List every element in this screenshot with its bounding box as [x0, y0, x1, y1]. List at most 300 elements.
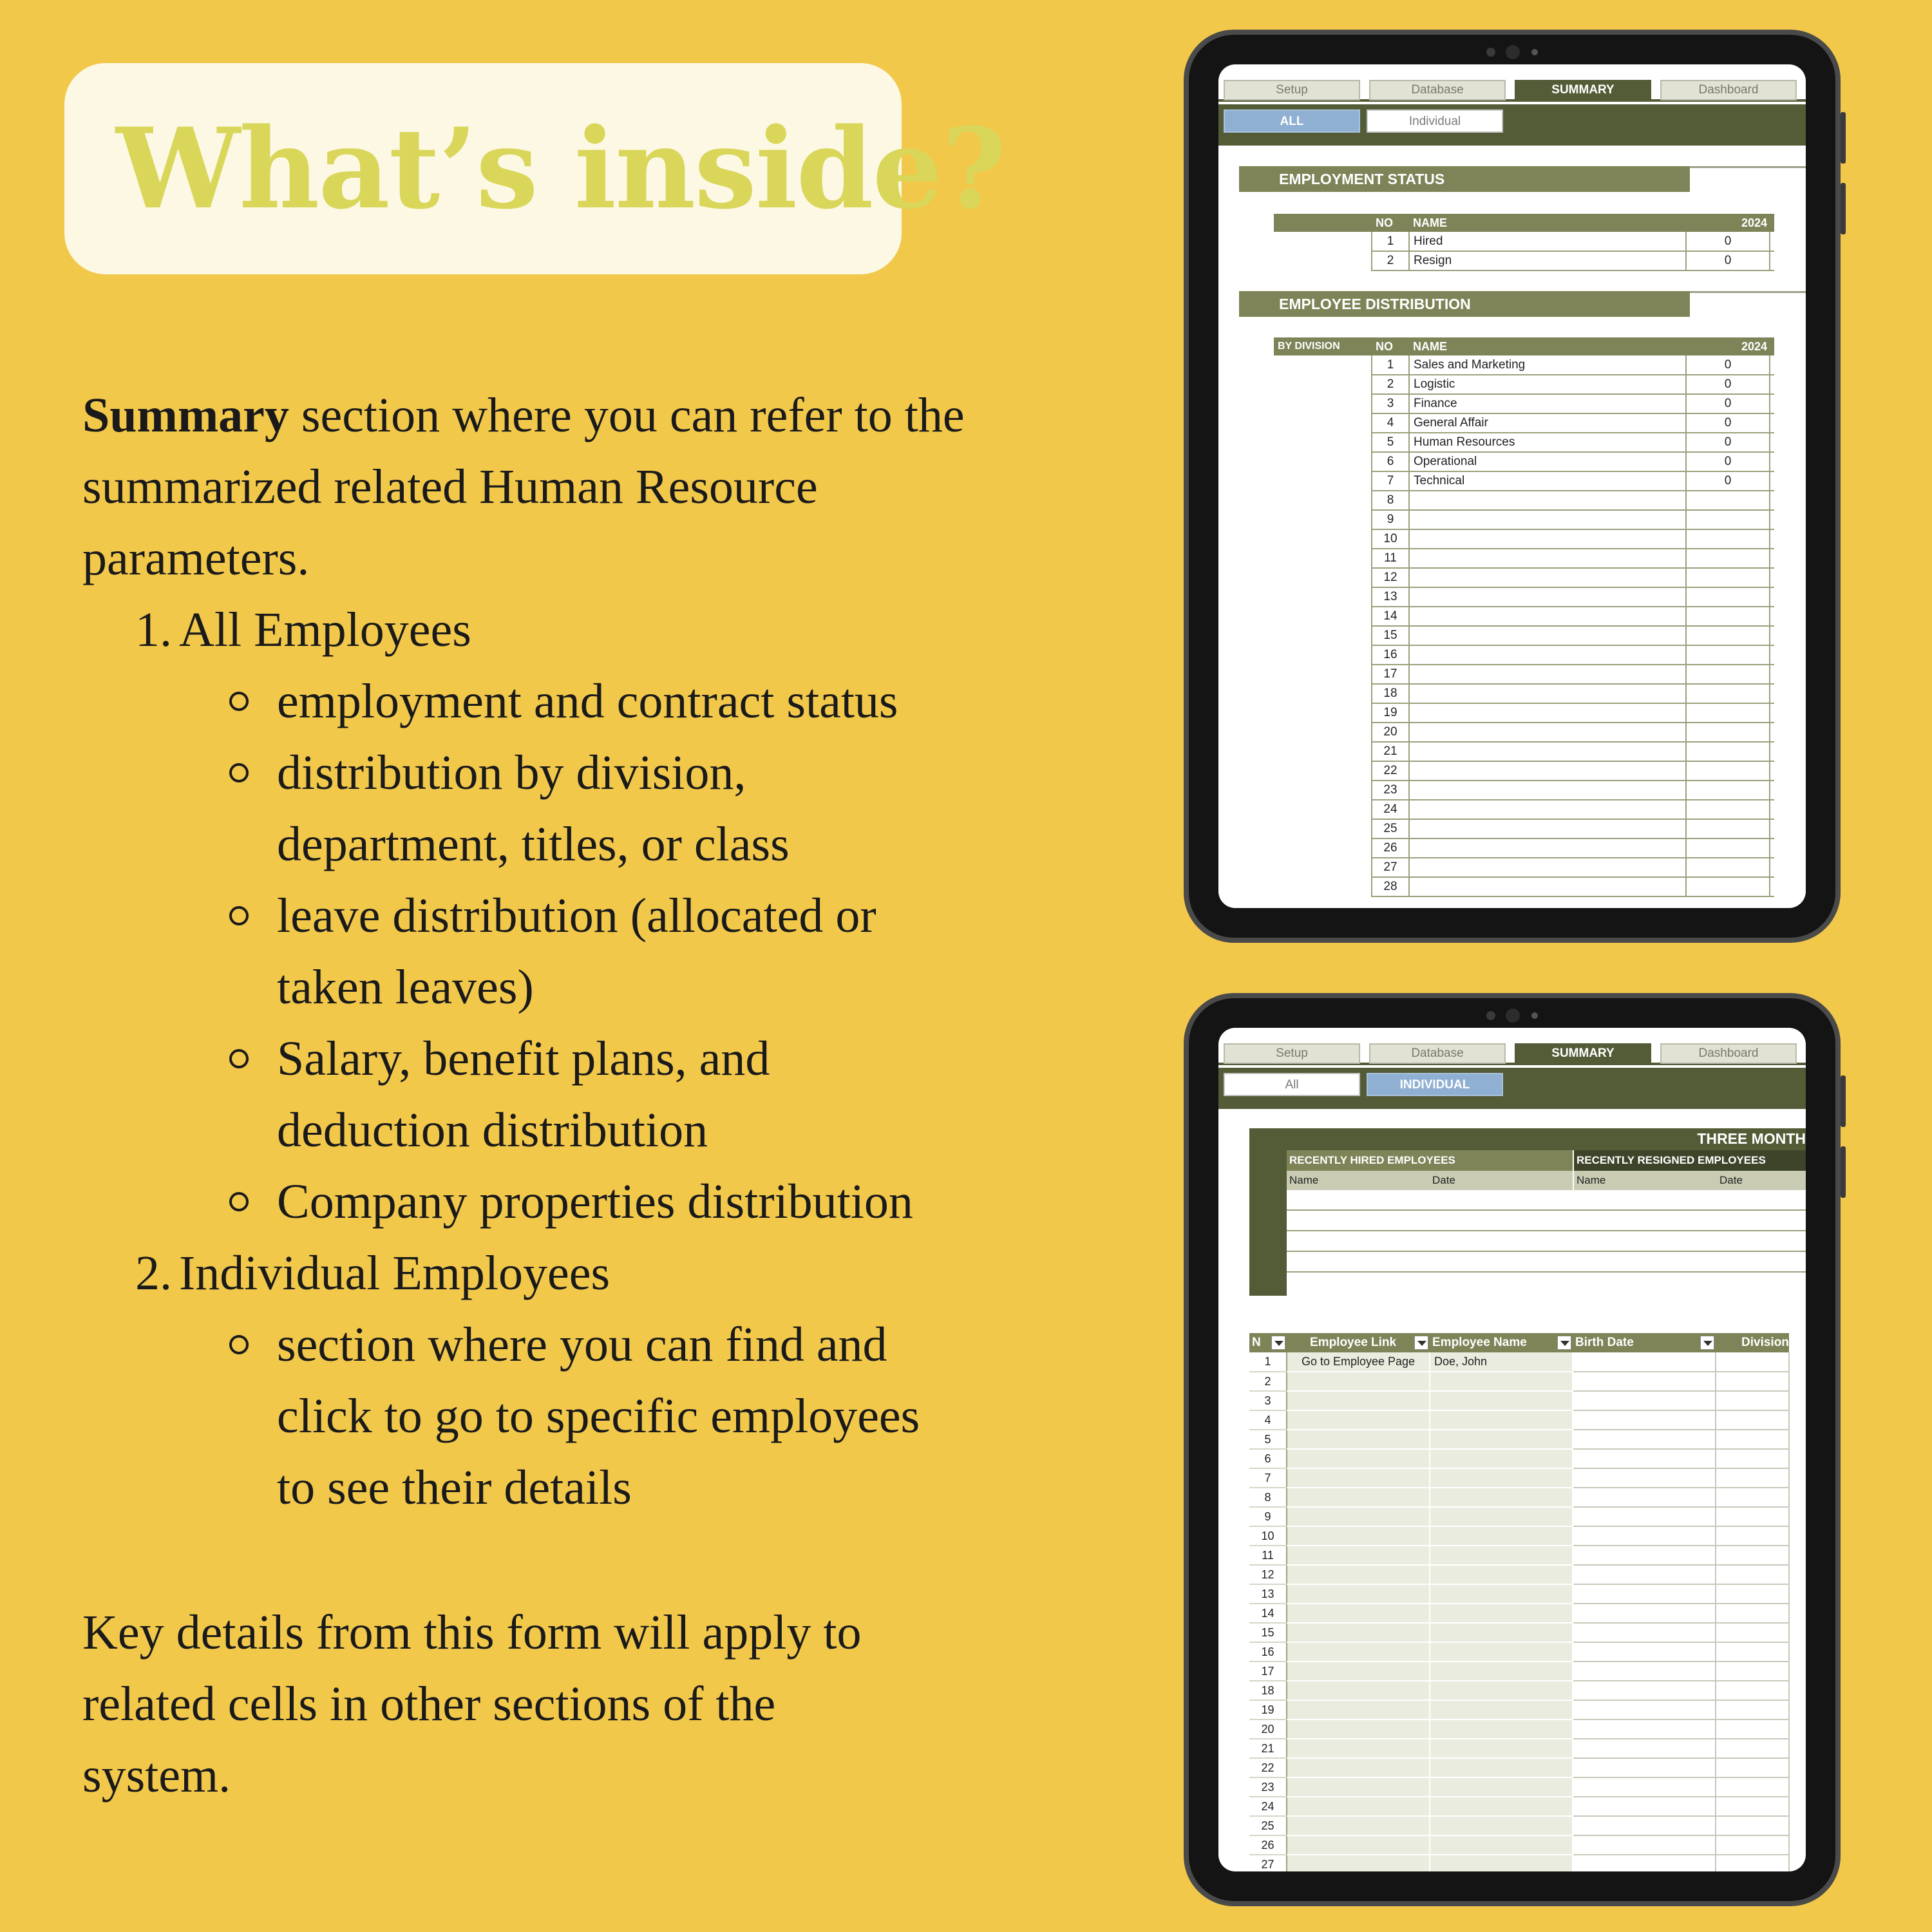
row-value[interactable] [1686, 607, 1770, 626]
col-birth-date-header[interactable]: Birth Date [1573, 1333, 1716, 1352]
tablet-summary-all [1184, 30, 1841, 943]
employee-name[interactable] [1430, 1758, 1573, 1777]
employee-distribution-header: EMPLOYEE DISTRIBUTION [1239, 291, 1690, 317]
filter-dropdown-icon[interactable] [1557, 1336, 1571, 1350]
employee-link[interactable] [1287, 1468, 1430, 1488]
row-name[interactable] [1409, 723, 1686, 742]
row-name[interactable]: Operational [1409, 452, 1686, 471]
bullet-item [82, 666, 1048, 737]
closing-line: related cells in other sections of the [82, 1677, 776, 1731]
table-row [1274, 607, 1774, 626]
row-name[interactable]: General Affair [1409, 413, 1686, 433]
row-number: 10 [1249, 1526, 1287, 1546]
employee-link[interactable] [1287, 1584, 1430, 1604]
row-value[interactable]: 0 [1686, 413, 1770, 433]
row-value[interactable] [1686, 491, 1770, 510]
employee-link[interactable] [1287, 1719, 1430, 1739]
division[interactable] [1716, 1855, 1789, 1871]
employee-link[interactable] [1287, 1565, 1430, 1584]
table-row [1249, 1391, 1789, 1410]
division[interactable] [1716, 1604, 1789, 1623]
row-value[interactable]: 0 [1686, 375, 1770, 394]
birth-date[interactable] [1573, 1816, 1716, 1835]
employee-link[interactable] [1287, 1855, 1430, 1871]
row-number: 18 [1249, 1681, 1287, 1700]
row-value[interactable] [1686, 781, 1770, 800]
row-number: 15 [1372, 626, 1409, 645]
birth-date[interactable] [1573, 1777, 1716, 1797]
row-number: 16 [1249, 1642, 1287, 1662]
birth-date[interactable] [1573, 1430, 1716, 1449]
toggle-all[interactable]: All [1224, 1073, 1360, 1096]
table-row [1249, 1546, 1789, 1565]
employee-link[interactable] [1287, 1797, 1430, 1816]
division[interactable] [1716, 1449, 1789, 1468]
filter-dropdown-icon[interactable] [1700, 1336, 1714, 1350]
spreadsheet-screen [1218, 64, 1806, 908]
row-name[interactable] [1409, 587, 1686, 607]
table-row [1249, 1372, 1789, 1391]
tab-dashboard[interactable]: Dashboard [1660, 1043, 1797, 1064]
row-value[interactable]: 0 [1686, 433, 1770, 452]
employee-link[interactable] [1287, 1700, 1430, 1719]
row-number: 25 [1249, 1816, 1287, 1835]
birth-date[interactable] [1573, 1546, 1716, 1565]
row-number: 9 [1249, 1507, 1287, 1526]
row-name[interactable] [1409, 684, 1686, 703]
division[interactable] [1716, 1372, 1789, 1391]
employee-link[interactable] [1287, 1372, 1430, 1391]
row-name[interactable] [1409, 491, 1686, 510]
row-value[interactable]: 0 [1686, 452, 1770, 471]
row-name[interactable] [1409, 568, 1686, 587]
division[interactable] [1716, 1777, 1789, 1797]
row-name[interactable] [1409, 626, 1686, 645]
section-divider [1690, 166, 1806, 168]
division[interactable] [1716, 1719, 1789, 1739]
division[interactable] [1716, 1681, 1789, 1700]
bullet-line: department, titles, or class [277, 817, 790, 871]
row-name[interactable] [1409, 800, 1686, 819]
row-number: 6 [1249, 1449, 1287, 1468]
table-row [1249, 1449, 1789, 1468]
section-item [82, 1238, 1048, 1309]
employee-link-table [1249, 1333, 1790, 1871]
row-value[interactable]: 0 [1686, 355, 1770, 375]
row-number: 3 [1249, 1391, 1287, 1410]
tab-database[interactable]: Database [1369, 80, 1506, 100]
row-name[interactable]: Logistic [1409, 375, 1686, 394]
employee-name[interactable] [1430, 1391, 1573, 1410]
birth-date[interactable] [1573, 1700, 1716, 1719]
row-value[interactable] [1686, 838, 1770, 858]
row-value[interactable] [1686, 568, 1770, 587]
employee-link[interactable] [1287, 1662, 1430, 1681]
row-number: 25 [1372, 819, 1409, 838]
bullet-item [82, 1023, 1048, 1166]
row-name[interactable] [1409, 858, 1686, 877]
birth-date[interactable] [1573, 1584, 1716, 1604]
birth-date[interactable] [1573, 1565, 1716, 1584]
birth-date[interactable] [1573, 1835, 1716, 1855]
table-row [1249, 1816, 1789, 1835]
power-button [1841, 183, 1846, 234]
division[interactable] [1716, 1816, 1789, 1835]
bullet-line: leave distribution (allocated or [277, 889, 876, 943]
row-number: 20 [1372, 723, 1409, 742]
row-name[interactable] [1409, 645, 1686, 665]
employee-link[interactable] [1287, 1391, 1430, 1410]
row-number: 26 [1372, 838, 1409, 858]
birth-date[interactable] [1573, 1681, 1716, 1700]
employee-name[interactable] [1430, 1797, 1573, 1816]
division[interactable] [1716, 1488, 1789, 1507]
col-employee-link-header[interactable]: Employee Link [1287, 1333, 1430, 1352]
row-value[interactable] [1686, 587, 1770, 607]
division[interactable] [1716, 1352, 1789, 1372]
birth-date[interactable] [1573, 1739, 1716, 1758]
division[interactable] [1716, 1410, 1789, 1430]
col-name: NAME [1409, 337, 1686, 355]
row-name[interactable]: Sales and Marketing [1409, 355, 1686, 375]
employee-name[interactable] [1430, 1719, 1573, 1739]
toggle-all[interactable]: ALL [1224, 109, 1360, 133]
row-number: 9 [1372, 510, 1409, 529]
table-row [1274, 819, 1774, 838]
table-row [1249, 1468, 1789, 1488]
section-label: All Employees [179, 603, 471, 657]
division[interactable] [1716, 1835, 1789, 1855]
row-number: 20 [1249, 1719, 1287, 1739]
table-row [1249, 1507, 1789, 1526]
birth-date[interactable] [1573, 1642, 1716, 1662]
title-card [64, 63, 1005, 274]
row-number: 17 [1372, 665, 1409, 684]
employee-link[interactable] [1287, 1526, 1430, 1546]
table-row [1274, 800, 1774, 819]
row-number: 28 [1372, 877, 1409, 896]
row-number: 21 [1249, 1739, 1287, 1758]
tab-database[interactable]: Database [1369, 1043, 1506, 1064]
row-number: 13 [1372, 587, 1409, 607]
by-division-label: BY DIVISION [1274, 337, 1372, 355]
row-number: 19 [1249, 1700, 1287, 1719]
table-row [1249, 1662, 1789, 1681]
birth-date[interactable] [1573, 1352, 1716, 1372]
division[interactable] [1716, 1700, 1789, 1719]
employee-link[interactable] [1287, 1816, 1430, 1835]
hired-date-col: Date [1430, 1171, 1573, 1190]
table-row [1274, 568, 1774, 587]
employee-link[interactable] [1287, 1410, 1430, 1430]
employee-link[interactable] [1287, 1777, 1430, 1797]
employee-name[interactable] [1430, 1777, 1573, 1797]
row-name[interactable] [1409, 510, 1686, 529]
employee-name[interactable] [1430, 1681, 1573, 1700]
table-row [1274, 684, 1774, 703]
row-value[interactable] [1686, 761, 1770, 781]
tab-setup[interactable]: Setup [1224, 1043, 1360, 1064]
division[interactable] [1716, 1507, 1789, 1526]
row-name[interactable] [1409, 761, 1686, 781]
employee-name[interactable] [1430, 1604, 1573, 1623]
row-name[interactable] [1409, 742, 1686, 761]
row-number: 1 [1372, 232, 1409, 251]
employee-name[interactable] [1430, 1662, 1573, 1681]
employee-name[interactable] [1430, 1468, 1573, 1488]
recent-employees-grid [1287, 1150, 1806, 1296]
col-division-header[interactable]: Division [1716, 1333, 1789, 1352]
division[interactable] [1716, 1739, 1789, 1758]
employee-link[interactable] [1287, 1507, 1430, 1526]
circle-bullet-icon [229, 692, 249, 711]
employee-name[interactable] [1430, 1410, 1573, 1430]
bullet-item [82, 1309, 1048, 1524]
employee-name[interactable]: Doe, John [1430, 1352, 1573, 1372]
birth-date[interactable] [1573, 1391, 1716, 1410]
birth-date[interactable] [1573, 1758, 1716, 1777]
row-value[interactable] [1686, 626, 1770, 645]
employee-link[interactable] [1287, 1758, 1430, 1777]
row-value[interactable] [1686, 684, 1770, 703]
employee-name[interactable] [1430, 1700, 1573, 1719]
row-number: 26 [1249, 1835, 1287, 1855]
resigned-date-col: Date [1717, 1171, 1806, 1190]
table-row [1249, 1623, 1789, 1642]
section-number: 1. [135, 603, 172, 657]
col-year: 2024 [1686, 337, 1770, 355]
employee-name[interactable] [1430, 1449, 1573, 1468]
table-row [1249, 1855, 1789, 1871]
row-name[interactable] [1409, 549, 1686, 568]
toggle-individual[interactable]: INDIVIDUAL [1367, 1073, 1503, 1096]
employee-link[interactable] [1287, 1681, 1430, 1700]
row-number: 7 [1372, 471, 1409, 491]
employment-status-table [1274, 214, 1774, 271]
row-value[interactable]: 0 [1686, 232, 1770, 251]
employee-name[interactable] [1430, 1546, 1573, 1565]
table-row [1274, 232, 1774, 251]
tab-summary[interactable]: SUMMARY [1515, 80, 1651, 100]
employee-name[interactable] [1430, 1430, 1573, 1449]
table-row [1274, 355, 1774, 375]
bullet-item [82, 880, 1048, 1023]
employee-name[interactable] [1430, 1372, 1573, 1391]
table-row [1249, 1488, 1789, 1507]
employee-link[interactable] [1287, 1835, 1430, 1855]
employee-name[interactable] [1430, 1526, 1573, 1546]
table-row [1249, 1584, 1789, 1604]
birth-date[interactable] [1573, 1855, 1716, 1871]
division[interactable] [1716, 1565, 1789, 1584]
row-value[interactable]: 0 [1686, 251, 1770, 270]
row-name[interactable] [1409, 529, 1686, 549]
employee-name[interactable] [1430, 1584, 1573, 1604]
division[interactable] [1716, 1526, 1789, 1546]
row-value[interactable]: 0 [1686, 394, 1770, 413]
row-number: 4 [1372, 413, 1409, 433]
division[interactable] [1716, 1391, 1789, 1410]
row-value[interactable] [1686, 800, 1770, 819]
table-row [1274, 452, 1774, 471]
row-number: 23 [1372, 781, 1409, 800]
tab-summary[interactable]: SUMMARY [1515, 1043, 1651, 1064]
employee-name[interactable] [1430, 1623, 1573, 1642]
employee-link[interactable] [1287, 1604, 1430, 1623]
camera-icon [1473, 44, 1551, 59]
tab-setup[interactable]: Setup [1224, 80, 1360, 100]
row-number: 1 [1372, 355, 1409, 375]
spreadsheet-screen [1218, 1028, 1806, 1871]
table-row [1274, 375, 1774, 394]
row-number: 18 [1372, 684, 1409, 703]
row-number: 15 [1249, 1623, 1287, 1642]
row-value[interactable] [1686, 703, 1770, 723]
row-value[interactable] [1686, 529, 1770, 549]
employee-link[interactable] [1287, 1430, 1430, 1449]
division[interactable] [1716, 1468, 1789, 1488]
table-row [1274, 781, 1774, 800]
tablet-summary-individual [1184, 993, 1841, 1906]
closing-line: Key details from this form will apply to [82, 1605, 862, 1660]
employee-name[interactable] [1430, 1739, 1573, 1758]
employee-name[interactable] [1430, 1642, 1573, 1662]
bullet-line: section where you can find and [277, 1318, 887, 1372]
row-number: 5 [1249, 1430, 1287, 1449]
birth-date[interactable] [1573, 1623, 1716, 1642]
tab-dashboard[interactable]: Dashboard [1660, 80, 1797, 100]
filter-dropdown-icon[interactable] [1414, 1336, 1428, 1350]
table-row [1274, 877, 1774, 896]
division[interactable] [1716, 1797, 1789, 1816]
employee-link[interactable] [1287, 1546, 1430, 1565]
employee-name[interactable] [1430, 1565, 1573, 1584]
employee-link[interactable]: Go to Employee Page [1287, 1352, 1430, 1372]
toggle-band [1218, 1068, 1806, 1109]
birth-date[interactable] [1573, 1507, 1716, 1526]
row-name[interactable] [1409, 819, 1686, 838]
row-value[interactable] [1686, 665, 1770, 684]
birth-date[interactable] [1573, 1449, 1716, 1468]
table-row [1274, 858, 1774, 877]
closing-line: system. [82, 1748, 231, 1803]
birth-date[interactable] [1573, 1526, 1716, 1546]
birth-date[interactable] [1573, 1604, 1716, 1623]
row-value[interactable]: 0 [1686, 471, 1770, 491]
row-value[interactable] [1686, 510, 1770, 529]
table-row [1249, 1777, 1789, 1797]
circle-bullet-icon [229, 1192, 249, 1211]
row-value[interactable] [1686, 645, 1770, 665]
birth-date[interactable] [1573, 1797, 1716, 1816]
row-name[interactable] [1409, 607, 1686, 626]
birth-date[interactable] [1573, 1488, 1716, 1507]
row-number: 27 [1249, 1855, 1287, 1871]
birth-date[interactable] [1573, 1410, 1716, 1430]
table-row [1249, 1797, 1789, 1816]
division[interactable] [1716, 1758, 1789, 1777]
birth-date[interactable] [1573, 1372, 1716, 1391]
hired-name-col: Name [1287, 1171, 1430, 1190]
row-name[interactable] [1409, 703, 1686, 723]
employee-name[interactable] [1430, 1835, 1573, 1855]
birth-date[interactable] [1573, 1468, 1716, 1488]
employee-name[interactable] [1430, 1855, 1573, 1871]
employment-status-header: EMPLOYMENT STATUS [1239, 166, 1690, 192]
row-name[interactable]: Hired [1409, 232, 1686, 251]
row-number: 1 [1249, 1352, 1287, 1372]
row-number: 24 [1249, 1797, 1287, 1816]
page-title: What’s inside? [116, 103, 1005, 234]
table-row [1274, 413, 1774, 433]
col-no-header[interactable]: N [1249, 1333, 1287, 1352]
table-row [1274, 394, 1774, 413]
row-name[interactable]: Finance [1409, 394, 1686, 413]
circle-bullet-icon [229, 1049, 249, 1068]
row-number: 14 [1249, 1604, 1287, 1623]
table-row [1274, 703, 1774, 723]
bullet-line: click to go to specific employees [277, 1389, 920, 1443]
employee-link[interactable] [1287, 1739, 1430, 1758]
volume-button [1841, 112, 1846, 164]
employee-name[interactable] [1430, 1507, 1573, 1526]
row-name[interactable]: Human Resources [1409, 433, 1686, 452]
row-number: 13 [1249, 1584, 1287, 1604]
row-name[interactable]: Resign [1409, 251, 1686, 270]
table-row [1249, 1758, 1789, 1777]
row-value[interactable] [1686, 877, 1770, 896]
row-number: 12 [1249, 1565, 1287, 1584]
employee-name[interactable] [1430, 1816, 1573, 1835]
row-value[interactable] [1686, 858, 1770, 877]
division[interactable] [1716, 1584, 1789, 1604]
division[interactable] [1716, 1546, 1789, 1565]
division[interactable] [1716, 1662, 1789, 1681]
table-row [1274, 761, 1774, 781]
row-number: 22 [1372, 761, 1409, 781]
three-month-title: THREE MONTH [1697, 1130, 1806, 1147]
birth-date[interactable] [1573, 1662, 1716, 1681]
employee-name[interactable] [1430, 1488, 1573, 1507]
row-value[interactable] [1686, 742, 1770, 761]
employee-link[interactable] [1287, 1488, 1430, 1507]
row-name[interactable]: Technical [1409, 471, 1686, 491]
birth-date[interactable] [1573, 1719, 1716, 1739]
filter-dropdown-icon[interactable] [1271, 1336, 1285, 1350]
employee-link[interactable] [1287, 1642, 1430, 1662]
division[interactable] [1716, 1642, 1789, 1662]
row-value[interactable] [1686, 549, 1770, 568]
toggle-band [1218, 104, 1806, 146]
bullet-line: Company properties distribution [277, 1175, 913, 1229]
employee-link[interactable] [1287, 1623, 1430, 1642]
table-row [1274, 587, 1774, 607]
table-row [1249, 1565, 1789, 1584]
col-employee-name-header[interactable]: Employee Name [1430, 1333, 1573, 1352]
toggle-individual[interactable]: Individual [1367, 109, 1503, 133]
division[interactable] [1716, 1623, 1789, 1642]
division[interactable] [1716, 1430, 1789, 1449]
row-value[interactable] [1686, 819, 1770, 838]
row-name[interactable] [1409, 838, 1686, 858]
employee-link[interactable] [1287, 1449, 1430, 1468]
table-row [1249, 1739, 1789, 1758]
row-name[interactable] [1409, 781, 1686, 800]
row-name[interactable] [1409, 665, 1686, 684]
row-value[interactable] [1686, 723, 1770, 742]
row-name[interactable] [1409, 877, 1686, 896]
power-button [1841, 1146, 1846, 1198]
